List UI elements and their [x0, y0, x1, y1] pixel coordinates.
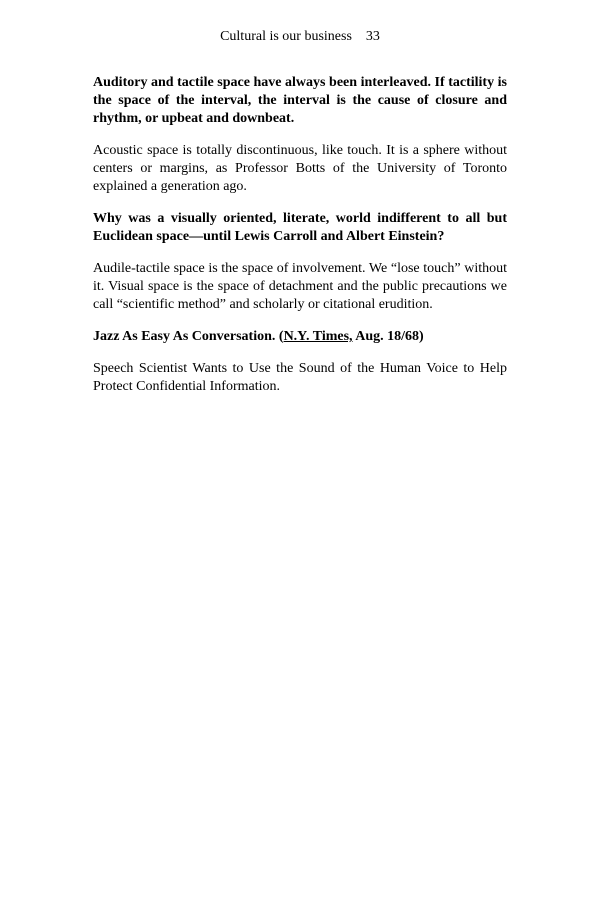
running-title: Cultural is our business — [220, 29, 352, 44]
paragraph-2: Acoustic space is totally discontinuous, like touch. It is a sphere without centers or margins, as Professor Botts of the University of Toronto explained a generation ago. — [93, 143, 507, 194]
paragraph-6: Speech Scientist Wants to Use the Sound of the Human Voice to Help Protect Confidential Information. — [93, 361, 507, 394]
paragraph-3: Why was a visually oriented, literate, world indifferent to all but Euclidean space—until Lewis Carroll and Albert Einstein? — [93, 211, 507, 244]
body-text — [93, 74, 507, 410]
running-header — [0, 28, 600, 46]
paragraph-1: Auditory and tactile space have always been interleaved. If tactility is the space of the interval, the interval is the cause of closure and rhythm, or upbeat and downbeat. — [93, 75, 507, 126]
headline-text: Jazz As Easy As Conversation. ( — [93, 329, 284, 344]
citation-date: Aug. 18/68) — [352, 329, 424, 344]
source-citation: N.Y. Times, — [283, 329, 353, 344]
paragraph-4: Audile-tactile space is the space of involvement. We “lose touch” without it. Visual space is the space of detachment and the public precautions we call “scientific method” and scholarly or citational erudition. — [93, 261, 507, 312]
paragraph-5 — [93, 328, 507, 346]
page-number: 33 — [365, 29, 380, 44]
